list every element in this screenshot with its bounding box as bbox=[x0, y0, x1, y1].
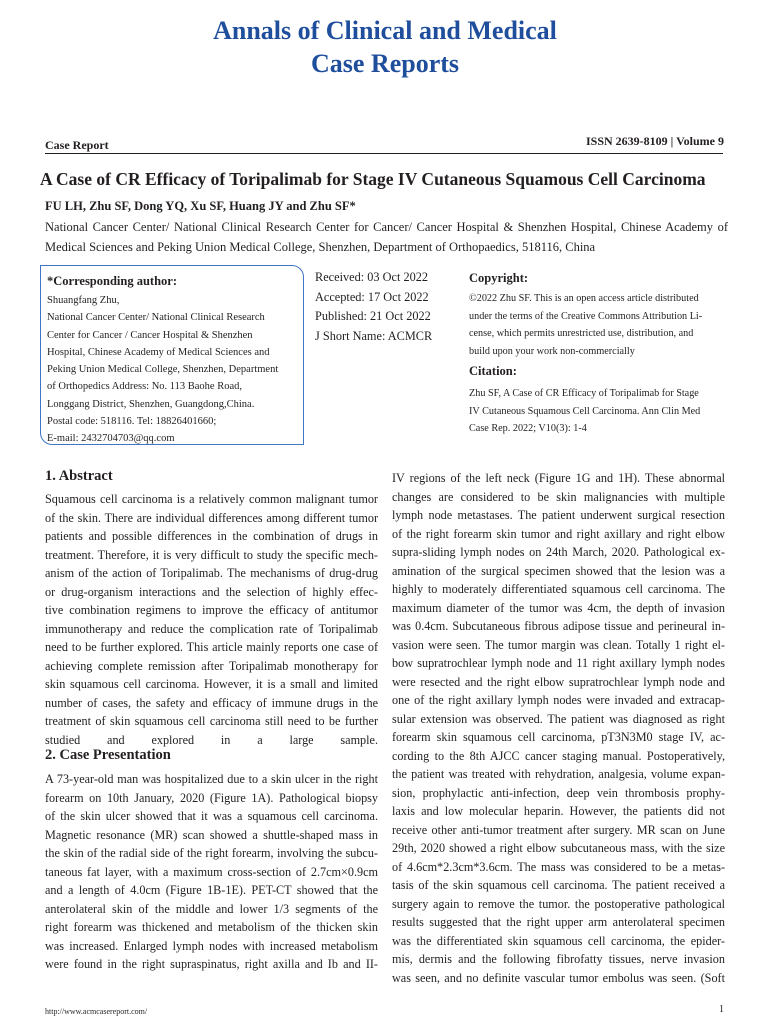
text-line: forearm on 10th January, 2020 (Figure 1A). Pathological biopsy bbox=[45, 790, 378, 805]
text-line: of the right forearm skin tumor and right axillary and right elbow bbox=[392, 526, 725, 541]
text-line: patients and possible differences in the combination of drugs in bbox=[45, 529, 378, 543]
affiliation-line: National Cancer Center/ National Clinical Research Center for Cancer/ Cancer Hospital & Shenzhen Hospital, Chinese Academy of bbox=[45, 220, 728, 234]
corresponding-author-details bbox=[47, 292, 299, 448]
text-line: were resected and the right elbow supratrochlear lymph node and bbox=[392, 674, 725, 689]
text-line: changes are considered to be skin malignancies with multiple bbox=[392, 489, 725, 504]
journal-title bbox=[0, 14, 770, 80]
text-line: studied and explored in a large sample. bbox=[45, 732, 378, 747]
citation-text bbox=[469, 385, 729, 438]
text-line: was the differentiated skin squamous cell carcinoma, the epider- bbox=[392, 933, 725, 948]
abstract-body bbox=[45, 490, 378, 749]
report-type-label: Case Report bbox=[45, 138, 109, 152]
copyright-line: ©2022 Zhu SF. This is an open access article distributed bbox=[469, 293, 699, 304]
citation-line: Case Rep. 2022; V10(3): 1-4 bbox=[469, 423, 587, 435]
text-line: was 0.4cm. Subcutaneous fibrous adipose tissue and perineural in- bbox=[392, 619, 725, 633]
text-line: anism of the action of Toripalimab. The mechanisms of drug-drug bbox=[45, 566, 378, 580]
case-presentation-body bbox=[45, 770, 378, 974]
text-line: lymph node metastases. The patient underwent surgical resection bbox=[392, 508, 725, 522]
journal-title-line-1: Annals of Clinical and Medical bbox=[213, 16, 557, 45]
text-line: one of the right axillary lymph nodes were invaded and extracap- bbox=[392, 693, 725, 707]
right-column-body bbox=[392, 469, 725, 987]
text-line: amination of the surgical specimen showed that the lesion was a bbox=[392, 563, 725, 578]
corresponding-line: Peking Union Medical College, Shenzhen, Department bbox=[47, 364, 279, 376]
text-line: IV regions of the left neck (Figure 1G and 1H). These abnormal bbox=[392, 471, 725, 485]
text-line: or drug-organism interactions and the selection of highly effec- bbox=[45, 584, 378, 599]
text-line: was seen, and no definite vascular tumor embolus was seen. (Soft bbox=[392, 970, 725, 985]
text-line: number of cases, the safety and efficacy of immune drugs in the bbox=[45, 695, 378, 710]
text-line: achieving complete remission after Toripalimab monotherapy for bbox=[45, 658, 378, 673]
text-line: highly to moderately differentiated squamous cell carcinoma. The bbox=[392, 582, 725, 596]
text-line: Squamous cell carcinoma is a relatively common malignant tumor bbox=[45, 492, 378, 506]
text-line: bow supratrochlear lymph node and 11 right axillary lymph nodes bbox=[392, 656, 725, 670]
text-line: maximum diameter of the tumor was 4cm, the depth of invasion bbox=[392, 600, 725, 615]
text-line: treatment of skin squamous cell carcinoma still need to be further bbox=[45, 714, 378, 728]
text-line: taneous fat layer, with a maximum cross-section of 2.7cm×0.9cm bbox=[45, 864, 378, 879]
page-number: 1 bbox=[719, 1004, 724, 1015]
corresponding-email[interactable]: E-mail: 2432704703@qq.com bbox=[47, 433, 175, 445]
corresponding-author-heading: *Corresponding author: bbox=[47, 274, 177, 288]
text-line: of 4.6cm*2.3cm*3.6cm. The mass was considered to be a metas- bbox=[392, 859, 725, 874]
case-presentation-heading: 2. Case Presentation bbox=[45, 747, 171, 763]
article-title: A Case of CR Efficacy of Toripalimab for Stage IV Cutaneous Squamous Cell Carcinoma bbox=[40, 169, 706, 189]
text-line: vasion were seen. The tumor margin was clean. Totally 1 right el- bbox=[392, 637, 725, 652]
journal-short-name: J Short Name: ACMCR bbox=[315, 328, 433, 343]
affiliation-line: Medical Sciences and Peking Union Medical College, Shenzhen, Department of Orthopaedics, 518116, China bbox=[45, 240, 596, 254]
text-line: cording to the 8th AJCC cancer staging manual. Postoperatively, bbox=[392, 748, 725, 763]
text-line: was increased. Enlarged lymph nodes with increased metabolism bbox=[45, 938, 378, 953]
text-line: A 73-year-old man was hospitalized due to a skin ulcer in the right bbox=[45, 772, 378, 786]
copyright-line: cense, which permits unrestricted use, distribution, and bbox=[469, 328, 694, 340]
text-line: skin squamous cell carcinoma. However, it is a small and limited bbox=[45, 677, 378, 691]
journal-url-link[interactable]: http://www.acmcasereport.com/ bbox=[45, 1007, 148, 1016]
text-line: Magnetic resonance (MR) scan showed a shuttle-shaped mass in bbox=[45, 827, 378, 842]
copyright-line: under the terms of the Creative Commons Attribution Li- bbox=[469, 310, 703, 322]
text-line: and a length of 4.0cm (Figure 1B-1E). PET-CT showed that the bbox=[45, 883, 378, 897]
corresponding-line: Center for Cancer / Cancer Hospital & Shenzhen bbox=[47, 329, 253, 341]
corresponding-line: Postal code: 518116. Tel: 18826401660; bbox=[47, 416, 217, 428]
text-line: were found in the right supraspinatus, right axilla and Ib and II- bbox=[45, 957, 378, 971]
issn-volume-label: ISSN 2639-8109 | Volume 9 bbox=[586, 134, 724, 148]
text-line: mis, dermis and the following fibrofatty tissues, nerve invasion bbox=[392, 952, 725, 966]
text-line: receive other anti-tumor treatment after surgery. MR scan on June bbox=[392, 822, 725, 837]
copyright-heading: Copyright: bbox=[469, 271, 529, 285]
author-list: FU LH, Zhu SF, Dong YQ, Xu SF, Huang JY and Zhu SF* bbox=[45, 199, 356, 213]
text-line: tasis of the skin squamous cell carcinoma. The patient received a bbox=[392, 878, 725, 892]
text-line: the skin of the radial side of the right forearm, involving the subcu- bbox=[45, 846, 378, 860]
copyright-line: build upon your work non-commercially bbox=[469, 346, 635, 358]
text-line: 29th, 2020 showed a right elbow subcutaneous mass, with the size bbox=[392, 841, 725, 855]
journal-title-line-2: Case Reports bbox=[310, 49, 460, 78]
citation-heading: Citation: bbox=[469, 364, 517, 378]
text-line: of the skin ulcer showed that it was a squamous cell carcinoma. bbox=[45, 809, 378, 823]
received-date: Received: 03 Oct 2022 bbox=[315, 270, 429, 284]
text-line: of the skin. There are individual differences among different tumor bbox=[45, 510, 378, 525]
text-line: need to be further explored. This article mainly reports one case of bbox=[45, 640, 378, 654]
header-divider bbox=[45, 153, 723, 154]
affiliation bbox=[45, 217, 728, 257]
text-line: surgery again to remove the tumor. the postoperative pathological bbox=[392, 896, 725, 911]
text-line: sular extension was observed. The patient was diagnosed as right bbox=[392, 711, 725, 726]
text-line: tive combination regimens to improve the efficacy of antitumor bbox=[45, 603, 378, 617]
text-line: right forearm was thickened and metabolism of the thicken skin bbox=[45, 920, 378, 934]
published-date: Published: 21 Oct 2022 bbox=[315, 309, 431, 323]
article-dates bbox=[315, 268, 432, 346]
citation-line: IV Cutaneous Squamous Cell Carcinoma. Ann Clin Med bbox=[469, 405, 701, 417]
citation-line: Zhu SF, A Case of CR Efficacy of Toripalimab for Stage bbox=[469, 388, 699, 399]
text-line: anterolateral skin of the middle and lower 1/3 segments of the bbox=[45, 901, 378, 916]
text-line: laxis and low molecular heparin. However, the patients did not bbox=[392, 804, 725, 818]
corresponding-line: Longgang District, Shenzhen, Guangdong,China. bbox=[47, 398, 255, 410]
text-line: supra-sliding lymph nodes on 24th March, 2020. Pathological ex- bbox=[392, 545, 725, 559]
copyright-text bbox=[469, 290, 727, 361]
accepted-date: Accepted: 17 Oct 2022 bbox=[315, 289, 429, 304]
text-line: treatment. Therefore, it is very difficult to study the specific mech- bbox=[45, 547, 378, 562]
corresponding-line: Shuangfang Zhu, bbox=[47, 295, 120, 306]
text-line: immunotherapy and reduce the complication rate of Toripalimab bbox=[45, 621, 378, 636]
corresponding-line: National Cancer Center/ National Clinical Research bbox=[47, 312, 265, 324]
abstract-heading: 1. Abstract bbox=[45, 468, 113, 484]
text-line: forearm skin squamous cell carcinoma, pT3N3M0 stage IV, ac- bbox=[392, 730, 725, 744]
corresponding-line: Hospital, Chinese Academy of Medical Sciences and bbox=[47, 346, 270, 358]
text-line: results suggested that the right upper arm anterolateral specimen bbox=[392, 915, 725, 929]
text-line: sion, prophylactic anti-infection, deep vein thrombosis prophy- bbox=[392, 785, 725, 800]
corresponding-line: of Orthopedics Address: No. 113 Baohe Road, bbox=[47, 381, 242, 393]
text-line: the patient was treated with rehydration, analgesia, volume expan- bbox=[392, 767, 725, 781]
